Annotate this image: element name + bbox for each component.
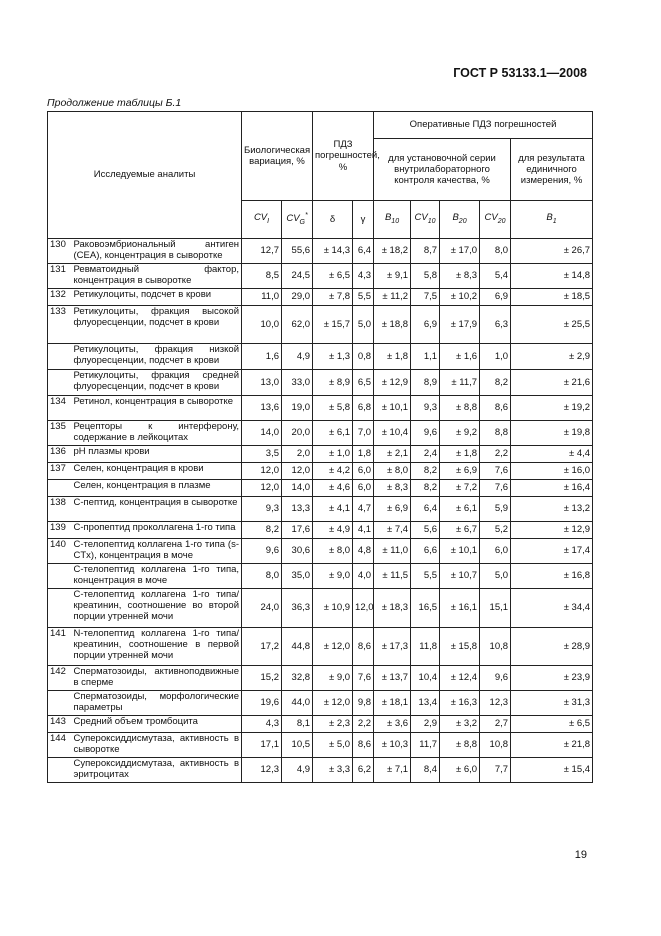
value-cell: 6,2 — [353, 758, 374, 783]
value-cell: 5,0 — [353, 306, 374, 344]
row-number — [48, 344, 72, 370]
value-cell: 32,8 — [282, 666, 313, 691]
value-cell: ± 7,8 — [313, 289, 353, 306]
value-cell: 19,6 — [242, 691, 282, 716]
value-cell: 7,7 — [480, 758, 511, 783]
analyte-name: Супероксиддисмутаза, активность в сыворотке — [72, 733, 242, 758]
value-cell: ± 4,4 — [511, 446, 593, 463]
value-cell: ± 10,7 — [440, 564, 480, 589]
table-row — [48, 480, 593, 497]
value-cell: 24,5 — [282, 264, 313, 289]
table-row — [48, 396, 593, 421]
setup-series-header: для установочной серии внутрилабораторного контроля качества, % — [374, 139, 511, 201]
value-cell: ± 16,0 — [511, 463, 593, 480]
value-cell: 12,3 — [480, 691, 511, 716]
value-cell: 12,0 — [282, 463, 313, 480]
row-number: 135 — [48, 421, 72, 446]
table-row — [48, 733, 593, 758]
value-cell: 7,6 — [353, 666, 374, 691]
value-cell: 8,6 — [353, 733, 374, 758]
value-cell: ± 10,1 — [440, 539, 480, 564]
value-cell: 8,5 — [242, 264, 282, 289]
value-cell: 9,8 — [353, 691, 374, 716]
value-cell: 8,0 — [242, 564, 282, 589]
value-cell: ± 6,9 — [440, 463, 480, 480]
analyte-name: Ревматоидный фактор, концентрация в сыворотке — [72, 264, 242, 289]
value-cell: 13,0 — [242, 370, 282, 396]
value-cell: 9,3 — [242, 497, 282, 522]
value-cell: 8,7 — [411, 239, 440, 264]
value-cell: ± 4,1 — [313, 497, 353, 522]
value-cell: ± 9,1 — [374, 264, 411, 289]
value-cell: ± 21,6 — [511, 370, 593, 396]
value-cell: 1,8 — [353, 446, 374, 463]
value-cell: 5,9 — [480, 497, 511, 522]
table-row — [48, 239, 593, 264]
table-row — [48, 306, 593, 344]
value-cell: 13,3 — [282, 497, 313, 522]
value-cell: ± 17,3 — [374, 628, 411, 666]
row-number — [48, 589, 72, 628]
value-cell: 9,6 — [480, 666, 511, 691]
value-cell: 15,2 — [242, 666, 282, 691]
table-row — [48, 716, 593, 733]
row-number — [48, 370, 72, 396]
table-row — [48, 691, 593, 716]
value-cell: 5,6 — [411, 522, 440, 539]
value-cell: 8,2 — [242, 522, 282, 539]
value-cell: ± 2,9 — [511, 344, 593, 370]
analyte-name: Супероксиддисмутаза, активность в эритроцитах — [72, 758, 242, 783]
value-cell: 5,5 — [411, 564, 440, 589]
value-cell: 2,0 — [282, 446, 313, 463]
standard-header: ГОСТ Р 53133.1—2008 — [453, 66, 587, 80]
value-cell: 7,5 — [411, 289, 440, 306]
value-cell: 4,8 — [353, 539, 374, 564]
value-cell: 8,8 — [480, 421, 511, 446]
value-cell: ± 12,9 — [374, 370, 411, 396]
sym-cvg: $CV_G^*$ — [282, 201, 313, 239]
value-cell: 6,0 — [480, 539, 511, 564]
value-cell: ± 8,8 — [440, 396, 480, 421]
sym-cv10: $CV_{10}$ — [411, 201, 440, 239]
value-cell: 5,8 — [411, 264, 440, 289]
value-cell: ± 2,1 — [374, 446, 411, 463]
value-cell: 4,7 — [353, 497, 374, 522]
value-cell: ± 7,2 — [440, 480, 480, 497]
value-cell: ± 9,0 — [313, 564, 353, 589]
value-cell: ± 9,0 — [313, 666, 353, 691]
value-cell: 8,6 — [353, 628, 374, 666]
value-cell: ± 31,3 — [511, 691, 593, 716]
value-cell: 4,3 — [353, 264, 374, 289]
value-cell: 10,4 — [411, 666, 440, 691]
value-cell: ± 12,4 — [440, 666, 480, 691]
sym-cv20: $CV_{20}$ — [480, 201, 511, 239]
value-cell: 3,5 — [242, 446, 282, 463]
value-cell: ± 6,7 — [440, 522, 480, 539]
table-row — [48, 370, 593, 396]
table-row — [48, 628, 593, 666]
row-number: 140 — [48, 539, 72, 564]
value-cell: ± 12,9 — [511, 522, 593, 539]
table-row — [48, 758, 593, 783]
bio-variation-header: Биологическая вариация, % — [242, 112, 313, 201]
analyte-name: С-пропептид проколлагена 1-го типа — [72, 522, 242, 539]
analyte-name: Ретикулоциты, фракция высокой флуоресценции, подсчет в крови — [72, 306, 242, 344]
value-cell: 16,5 — [411, 589, 440, 628]
value-cell: 8,6 — [480, 396, 511, 421]
value-cell: ± 11,5 — [374, 564, 411, 589]
row-number — [48, 564, 72, 589]
table-row — [48, 522, 593, 539]
value-cell: ± 21,8 — [511, 733, 593, 758]
value-cell: ± 6,1 — [313, 421, 353, 446]
analyte-name: Ретикулоциты, фракция низкой флуоресценции, подсчет в крови — [72, 344, 242, 370]
value-cell: 13,4 — [411, 691, 440, 716]
value-cell: ± 10,4 — [374, 421, 411, 446]
value-cell: ± 3,2 — [440, 716, 480, 733]
sym-b20: $B_{20}$ — [440, 201, 480, 239]
value-cell: ± 7,4 — [374, 522, 411, 539]
value-cell: 20,0 — [282, 421, 313, 446]
value-cell: 6,4 — [411, 497, 440, 522]
value-cell: ± 14,3 — [313, 239, 353, 264]
value-cell: 5,2 — [480, 522, 511, 539]
analyte-name: Ретикулоциты, подсчет в крови — [72, 289, 242, 306]
value-cell: ± 4,9 — [313, 522, 353, 539]
value-cell: 2,4 — [411, 446, 440, 463]
value-cell: 1,6 — [242, 344, 282, 370]
value-cell: ± 13,2 — [511, 497, 593, 522]
value-cell: ± 26,7 — [511, 239, 593, 264]
table-row — [48, 539, 593, 564]
analyte-name: С-телопептид коллагена 1-го типа/креатинин, соотношение во второй порции утренней мочи — [72, 589, 242, 628]
value-cell: ± 5,8 — [313, 396, 353, 421]
value-cell: 4,9 — [282, 758, 313, 783]
value-cell: ± 11,2 — [374, 289, 411, 306]
value-cell: 8,1 — [282, 716, 313, 733]
table-caption: Продолжение таблицы Б.1 — [47, 97, 182, 109]
analyte-name: Рецепторы к интерферону, содержание в лейкоцитах — [72, 421, 242, 446]
row-number: 131 — [48, 264, 72, 289]
value-cell: 6,0 — [353, 480, 374, 497]
value-cell: ± 6,5 — [511, 716, 593, 733]
value-cell: ± 1,3 — [313, 344, 353, 370]
value-cell: 8,4 — [411, 758, 440, 783]
row-number: 141 — [48, 628, 72, 666]
value-cell: 14,0 — [242, 421, 282, 446]
value-cell: ± 18,8 — [374, 306, 411, 344]
sym-b1: $B_1$ — [511, 201, 593, 239]
sym-gamma: γ — [353, 201, 374, 239]
value-cell: 7,6 — [480, 480, 511, 497]
row-number: 130 — [48, 239, 72, 264]
value-cell: 4,9 — [282, 344, 313, 370]
table-row — [48, 497, 593, 522]
value-cell: ± 6,5 — [313, 264, 353, 289]
row-number: 137 — [48, 463, 72, 480]
value-cell: ± 6,1 — [440, 497, 480, 522]
value-cell: 0,8 — [353, 344, 374, 370]
table-row — [48, 344, 593, 370]
value-cell: 1,0 — [480, 344, 511, 370]
value-cell: ± 6,9 — [374, 497, 411, 522]
value-cell: ± 11,7 — [440, 370, 480, 396]
value-cell: ± 16,1 — [440, 589, 480, 628]
analyte-name: Ретинол, концентрация в сыворотке — [72, 396, 242, 421]
table-row — [48, 463, 593, 480]
value-cell: ± 15,4 — [511, 758, 593, 783]
value-cell: 4,0 — [353, 564, 374, 589]
value-cell: ± 23,9 — [511, 666, 593, 691]
analyte-name: Раковоэмбриональный антиген (СЕА), концентрация в сыворотке — [72, 239, 242, 264]
value-cell: 4,3 — [242, 716, 282, 733]
value-cell: ± 16,3 — [440, 691, 480, 716]
value-cell: ± 18,5 — [511, 289, 593, 306]
value-cell: ± 5,0 — [313, 733, 353, 758]
value-cell: ± 1,8 — [440, 446, 480, 463]
value-cell: 9,3 — [411, 396, 440, 421]
row-number: 136 — [48, 446, 72, 463]
table-row — [48, 666, 593, 691]
operative-header: Оперативные ПДЗ погрешностей — [374, 112, 593, 139]
value-cell: ± 34,4 — [511, 589, 593, 628]
value-cell: 10,5 — [282, 733, 313, 758]
value-cell: ± 1,6 — [440, 344, 480, 370]
value-cell: ± 10,1 — [374, 396, 411, 421]
analyte-name: С-телопептид коллагена 1-го типа, концентрация в моче — [72, 564, 242, 589]
value-cell: 8,9 — [411, 370, 440, 396]
pdz-error-header: ПДЗ погрешностей, % — [313, 112, 374, 201]
value-cell: 11,7 — [411, 733, 440, 758]
row-number — [48, 480, 72, 497]
table-row — [48, 446, 593, 463]
table-row — [48, 589, 593, 628]
value-cell: ± 12,0 — [313, 691, 353, 716]
value-cell: ± 18,1 — [374, 691, 411, 716]
value-cell: 12,0 — [242, 480, 282, 497]
value-cell: 6,0 — [353, 463, 374, 480]
value-cell: ± 13,7 — [374, 666, 411, 691]
analyte-name: рН плазмы крови — [72, 446, 242, 463]
sym-delta: δ — [313, 201, 353, 239]
analyte-name: Ретикулоциты, фракция средней флуоресценции, подсчет в крови — [72, 370, 242, 396]
analyte-name: Сперматозоиды, активноподвижные в сперме — [72, 666, 242, 691]
value-cell: 10,8 — [480, 733, 511, 758]
table-row — [48, 421, 593, 446]
row-number: 139 — [48, 522, 72, 539]
value-cell: ± 2,3 — [313, 716, 353, 733]
value-cell: 17,2 — [242, 628, 282, 666]
value-cell: 19,0 — [282, 396, 313, 421]
analyte-name: Селен, концентрация в крови — [72, 463, 242, 480]
value-cell: ± 28,9 — [511, 628, 593, 666]
value-cell: 8,0 — [480, 239, 511, 264]
value-cell: 6,5 — [353, 370, 374, 396]
value-cell: ± 15,8 — [440, 628, 480, 666]
value-cell: ± 18,3 — [374, 589, 411, 628]
value-cell: 6,9 — [480, 289, 511, 306]
value-cell: 6,8 — [353, 396, 374, 421]
value-cell: 5,5 — [353, 289, 374, 306]
value-cell: ± 15,7 — [313, 306, 353, 344]
value-cell: ± 4,2 — [313, 463, 353, 480]
value-cell: ± 10,2 — [440, 289, 480, 306]
value-cell: 11,0 — [242, 289, 282, 306]
value-cell: 24,0 — [242, 589, 282, 628]
value-cell: 4,1 — [353, 522, 374, 539]
value-cell: 14,0 — [282, 480, 313, 497]
sym-b10: $B_{10}$ — [374, 201, 411, 239]
analyte-name: Селен, концентрация в плазме — [72, 480, 242, 497]
analyte-name: Средний объем тромбоцита — [72, 716, 242, 733]
row-number: 134 — [48, 396, 72, 421]
value-cell: 35,0 — [282, 564, 313, 589]
value-cell: ± 8,3 — [440, 264, 480, 289]
row-number: 144 — [48, 733, 72, 758]
analyte-name: С-телопептид коллагена 1-го типа (s-CTx), концентрация в моче — [72, 539, 242, 564]
value-cell: 10,0 — [242, 306, 282, 344]
value-cell: 5,4 — [480, 264, 511, 289]
value-cell: 12,7 — [242, 239, 282, 264]
value-cell: ± 16,8 — [511, 564, 593, 589]
value-cell: 8,2 — [411, 463, 440, 480]
value-cell: ± 17,0 — [440, 239, 480, 264]
value-cell: ± 6,0 — [440, 758, 480, 783]
value-cell: 2,2 — [480, 446, 511, 463]
value-cell: 13,6 — [242, 396, 282, 421]
value-cell: 44,8 — [282, 628, 313, 666]
value-cell: ± 8,0 — [374, 463, 411, 480]
value-cell: ± 18,2 — [374, 239, 411, 264]
value-cell: ± 8,9 — [313, 370, 353, 396]
value-cell: ± 25,5 — [511, 306, 593, 344]
value-cell: 12,3 — [242, 758, 282, 783]
value-cell: 7,0 — [353, 421, 374, 446]
row-number — [48, 691, 72, 716]
value-cell: 6,3 — [480, 306, 511, 344]
analyte-name: N-телопептид коллагена 1-го типа/креатинин, соотношение в первой порции утренней мочи — [72, 628, 242, 666]
value-cell: 55,6 — [282, 239, 313, 264]
value-cell: 9,6 — [242, 539, 282, 564]
value-cell: 7,6 — [480, 463, 511, 480]
value-cell: 29,0 — [282, 289, 313, 306]
row-number: 138 — [48, 497, 72, 522]
value-cell: 11,8 — [411, 628, 440, 666]
value-cell: 12,0 — [353, 589, 374, 628]
table-row — [48, 564, 593, 589]
sym-cvi: $CV_I$ — [242, 201, 282, 239]
analytes-header: Исследуемые аналиты — [48, 112, 242, 239]
value-cell: 6,9 — [411, 306, 440, 344]
value-cell: 33,0 — [282, 370, 313, 396]
value-cell: ± 1,8 — [374, 344, 411, 370]
value-cell: ± 3,3 — [313, 758, 353, 783]
value-cell: 15,1 — [480, 589, 511, 628]
value-cell: ± 10,9 — [313, 589, 353, 628]
value-cell: 8,2 — [411, 480, 440, 497]
value-cell: ± 19,8 — [511, 421, 593, 446]
value-cell: ± 17,4 — [511, 539, 593, 564]
value-cell: 36,3 — [282, 589, 313, 628]
row-number: 143 — [48, 716, 72, 733]
table-row — [48, 264, 593, 289]
value-cell: ± 4,6 — [313, 480, 353, 497]
value-cell: 6,4 — [353, 239, 374, 264]
value-cell: ± 8,0 — [313, 539, 353, 564]
value-cell: 1,1 — [411, 344, 440, 370]
value-cell: 2,2 — [353, 716, 374, 733]
value-cell: ± 9,2 — [440, 421, 480, 446]
value-cell: 44,0 — [282, 691, 313, 716]
value-cell: ± 12,0 — [313, 628, 353, 666]
row-number — [48, 758, 72, 783]
value-cell: 17,1 — [242, 733, 282, 758]
value-cell: 9,6 — [411, 421, 440, 446]
value-cell: 2,7 — [480, 716, 511, 733]
value-cell: ± 19,2 — [511, 396, 593, 421]
value-cell: 17,6 — [282, 522, 313, 539]
value-cell: ± 17,9 — [440, 306, 480, 344]
value-cell: ± 8,3 — [374, 480, 411, 497]
value-cell: 10,8 — [480, 628, 511, 666]
single-result-header: для результата единичного измерения, % — [511, 139, 593, 201]
value-cell: ± 8,8 — [440, 733, 480, 758]
value-cell: 30,6 — [282, 539, 313, 564]
value-cell: ± 10,3 — [374, 733, 411, 758]
value-cell: ± 14,8 — [511, 264, 593, 289]
row-number: 133 — [48, 306, 72, 344]
value-cell: 6,6 — [411, 539, 440, 564]
value-cell: ± 3,6 — [374, 716, 411, 733]
value-cell: 2,9 — [411, 716, 440, 733]
page-number: 19 — [574, 849, 587, 861]
value-cell: ± 7,1 — [374, 758, 411, 783]
value-cell: 8,2 — [480, 370, 511, 396]
table-row — [48, 289, 593, 306]
value-cell: 62,0 — [282, 306, 313, 344]
analyte-name: С-пептид, концентрация в сыворотке — [72, 497, 242, 522]
value-cell: ± 1,0 — [313, 446, 353, 463]
row-number: 132 — [48, 289, 72, 306]
value-cell: ± 16,4 — [511, 480, 593, 497]
value-cell: 5,0 — [480, 564, 511, 589]
value-cell: ± 11,0 — [374, 539, 411, 564]
analyte-name: Сперматозоиды, морфологические параметры — [72, 691, 242, 716]
data-table — [47, 111, 593, 783]
value-cell: 12,0 — [242, 463, 282, 480]
row-number: 142 — [48, 666, 72, 691]
